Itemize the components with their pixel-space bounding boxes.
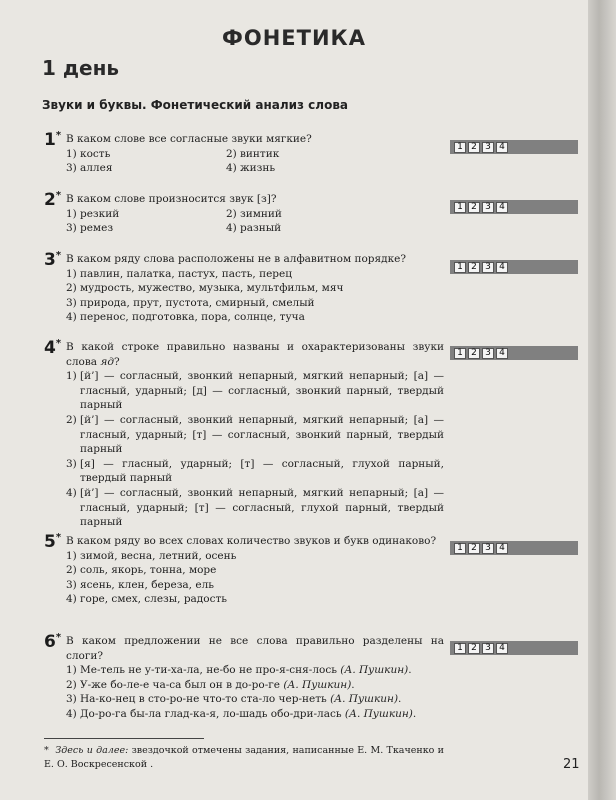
answer-box[interactable]: 4: [496, 543, 508, 554]
option-1: 1) зимой, весна, летний, осень: [66, 549, 237, 562]
answer-box[interactable]: 4: [496, 643, 508, 654]
question-3: [44, 252, 444, 325]
question-4: [44, 340, 444, 530]
answer-box[interactable]: 3: [482, 348, 494, 359]
answer-box[interactable]: 1: [454, 543, 466, 554]
option-2: 2) винтик: [226, 147, 280, 160]
option-3: 3) природа, прут, пустота, смирный, смелый: [66, 296, 315, 309]
option-4: 4) перенос, подготовка, пора, солнце, туча: [66, 311, 305, 324]
answer-box[interactable]: 2: [468, 543, 480, 554]
question-text: В каком ряду слова расположены не в алфавитном порядке?: [66, 253, 406, 265]
answer-box[interactable]: 1: [454, 262, 466, 273]
option-4: 4) разный: [226, 222, 282, 235]
question-text: В каком предложении не все слова правильно разделены на слоги?: [66, 635, 444, 662]
answer-box[interactable]: 2: [468, 643, 480, 654]
question-number: 5*: [44, 532, 62, 552]
answer-box[interactable]: 2: [468, 262, 480, 273]
page-number: 21: [563, 757, 580, 772]
answer-box[interactable]: 4: [496, 142, 508, 153]
option-4: 4) До-ро-га бы-ла глад-ка-я, ло-шадь обо-дри-лась (А. Пушкин).: [66, 707, 417, 720]
answer-boxes-4: [450, 346, 578, 360]
answer-boxes-3: [450, 260, 578, 274]
answer-box[interactable]: 4: [496, 202, 508, 213]
option-4: 4) жизнь: [226, 162, 276, 175]
question-number: 6*: [44, 632, 62, 652]
answer-box[interactable]: 3: [482, 543, 494, 554]
question-text: В каком слове все согласные звуки мягкие?: [66, 133, 312, 145]
option-4: 4) горе, смех, слезы, радость: [66, 593, 227, 606]
option-1: 1) павлин, палатка, пастух, пасть, перец: [66, 267, 292, 280]
answer-boxes-1: [450, 140, 578, 154]
answer-box[interactable]: 3: [482, 643, 494, 654]
answer-box[interactable]: 3: [482, 202, 494, 213]
answer-box[interactable]: 2: [468, 202, 480, 213]
question-number: 4*: [44, 338, 62, 358]
option-1: 1) [й’] — согласный, звонкий непарный, мягкий непарный; [а] — гласный, ударный; [д] — согласный, звонкий парный, твердый парный: [66, 370, 444, 412]
question-number: 3*: [44, 250, 62, 270]
footnote-divider: [44, 738, 204, 739]
answer-box[interactable]: 1: [454, 142, 466, 153]
day-title: 1 день: [42, 56, 120, 80]
question-text: В каком слове произносится звук [з]?: [66, 193, 277, 205]
option-2: 2) зимний: [226, 207, 282, 220]
answer-box[interactable]: 3: [482, 262, 494, 273]
answer-box[interactable]: 1: [454, 348, 466, 359]
question-5: [44, 534, 444, 607]
option-2: 2) У-же бо-ле-е ча-са был он в до-ро-ге (А. Пушкин).: [66, 678, 355, 691]
option-2: 2) мудрость, мужество, музыка, мультфильм, мяч: [66, 282, 344, 295]
option-1: 1) резкий: [66, 207, 120, 220]
question-1: [44, 132, 444, 176]
answer-box[interactable]: 1: [454, 202, 466, 213]
option-3: 3) [я] — гласный, ударный; [т] — согласный, глухой парный, твердый парный: [66, 457, 444, 485]
option-1: 1) кость: [66, 147, 111, 160]
option-2: 2) соль, якорь, тонна, море: [66, 564, 217, 577]
option-3: 3) На-ко-нец в сто-ро-не что-то ста-ло чер-неть (А. Пушкин).: [66, 693, 402, 706]
section-title: Звуки и буквы. Фонетический анализ слова: [42, 98, 349, 112]
question-text: В какой строке правильно названы и охарактеризованы звуки слова яд?: [66, 341, 444, 368]
question-6: [44, 634, 444, 722]
answer-boxes-2: [450, 200, 578, 214]
answer-box[interactable]: 4: [496, 262, 508, 273]
page-edge: [588, 0, 616, 800]
option-3: 3) аллея: [66, 162, 113, 175]
option-3: 3) ясень, клен, береза, ель: [66, 578, 214, 591]
chapter-title: ФОНЕТИКА: [222, 26, 366, 50]
answer-boxes-5: [450, 541, 578, 555]
footnote: * Здесь и далее: звездочкой отмечены задания, написанные Е. М. Ткаченко и Е. О. Воскресенской .: [44, 745, 444, 770]
question-2: [44, 192, 444, 236]
question-text: В каком ряду во всех словах количество звуков и букв одинаково?: [66, 535, 437, 547]
answer-box[interactable]: 3: [482, 142, 494, 153]
answer-box[interactable]: 2: [468, 142, 480, 153]
answer-box[interactable]: 1: [454, 643, 466, 654]
answer-box[interactable]: 4: [496, 348, 508, 359]
option-3: 3) ремез: [66, 222, 114, 235]
option-2: 2) [й’] — согласный, звонкий непарный, мягкий непарный; [а] — гласный, ударный; [т] — согласный, звонкий парный, твердый парный: [66, 413, 444, 456]
question-number: 1*: [44, 130, 62, 150]
answer-boxes-6: [450, 641, 578, 655]
option-4: 4) [й’] — согласный, звонкий непарный, мягкий непарный; [а] — гласный, ударный; [т] — согласный, глухой парный, твердый парный: [66, 486, 444, 529]
question-number: 2*: [44, 190, 62, 210]
option-1: 1) Ме-тель не у-ти-ха-ла, не-бо не про-я-сня-лось (А. Пушкин).: [66, 664, 412, 677]
answer-box[interactable]: 2: [468, 348, 480, 359]
